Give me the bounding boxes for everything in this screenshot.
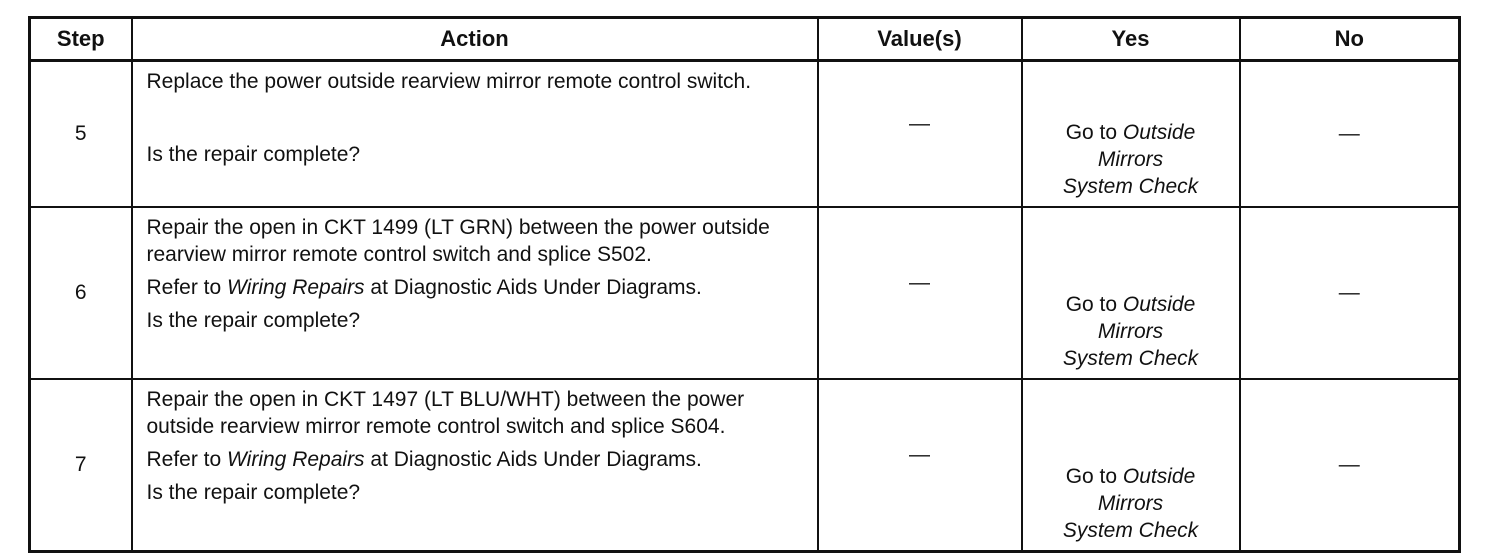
step-number: 7: [30, 379, 132, 552]
action-text: Repair the open in CKT 1497 (LT BLU/WHT) between the power outside rearview mirror remote control switch and splice S604.: [146, 388, 745, 438]
outside-mirrors-link[interactable]: Outside: [1122, 121, 1196, 144]
diagnostic-table: [28, 16, 1461, 553]
values-cell: [818, 207, 1022, 379]
system-check-link[interactable]: System Check: [1062, 519, 1199, 542]
yes-cell: [1022, 207, 1240, 379]
question-text: Is the repair complete?: [146, 143, 361, 166]
table-row: [30, 61, 1460, 208]
question-text: Is the repair complete?: [146, 481, 361, 504]
refer-suffix: at Diagnostic Aids Under Diagrams.: [370, 276, 702, 299]
header-step: Step: [30, 18, 132, 61]
system-check-link[interactable]: System Check: [1062, 347, 1199, 370]
action-cell: [132, 207, 818, 379]
yes-cell: [1022, 61, 1240, 208]
refer-prefix: Refer to: [146, 276, 222, 299]
outside-mirrors-link-cont[interactable]: Mirrors: [1097, 148, 1164, 171]
header-row: [30, 18, 1460, 61]
value-dash: —: [909, 112, 930, 135]
question-text: Is the repair complete?: [146, 309, 361, 332]
refer-prefix: Refer to: [146, 448, 222, 471]
table-row: [30, 379, 1460, 552]
header-action: Action: [132, 18, 818, 61]
yes-prefix: Go to: [1065, 465, 1118, 488]
step-number: 5: [30, 61, 132, 208]
values-cell: [818, 379, 1022, 552]
refer-suffix: at Diagnostic Aids Under Diagrams.: [370, 448, 702, 471]
yes-prefix: Go to: [1065, 293, 1118, 316]
no-cell: —: [1240, 61, 1460, 208]
yes-prefix: Go to: [1065, 121, 1118, 144]
refer-text: [147, 274, 803, 301]
outside-mirrors-link-cont[interactable]: Mirrors: [1097, 320, 1164, 343]
value-dash: —: [909, 443, 930, 466]
system-check-link[interactable]: System Check: [1062, 175, 1199, 198]
value-dash: —: [909, 271, 930, 294]
action-text: Repair the open in CKT 1499 (LT GRN) between the power outside rearview mirror remote control switch and splice S502.: [146, 216, 770, 266]
outside-mirrors-link-cont[interactable]: Mirrors: [1097, 492, 1164, 515]
action-spacer: [147, 101, 803, 141]
action-cell: [132, 61, 818, 208]
wiring-repairs-link[interactable]: Wiring Repairs: [227, 448, 365, 471]
refer-text: [147, 446, 803, 473]
yes-cell: [1022, 379, 1240, 552]
header-yes: Yes: [1022, 18, 1240, 61]
step-number: 6: [30, 207, 132, 379]
table-row: [30, 207, 1460, 379]
action-cell: [132, 379, 818, 552]
header-no: No: [1240, 18, 1460, 61]
header-values: Value(s): [818, 18, 1022, 61]
values-cell: [818, 61, 1022, 208]
no-cell: —: [1240, 379, 1460, 552]
no-cell: —: [1240, 207, 1460, 379]
wiring-repairs-link[interactable]: Wiring Repairs: [227, 276, 365, 299]
outside-mirrors-link[interactable]: Outside: [1122, 465, 1196, 488]
action-text: Replace the power outside rearview mirror remote control switch.: [146, 70, 752, 93]
outside-mirrors-link[interactable]: Outside: [1122, 293, 1196, 316]
